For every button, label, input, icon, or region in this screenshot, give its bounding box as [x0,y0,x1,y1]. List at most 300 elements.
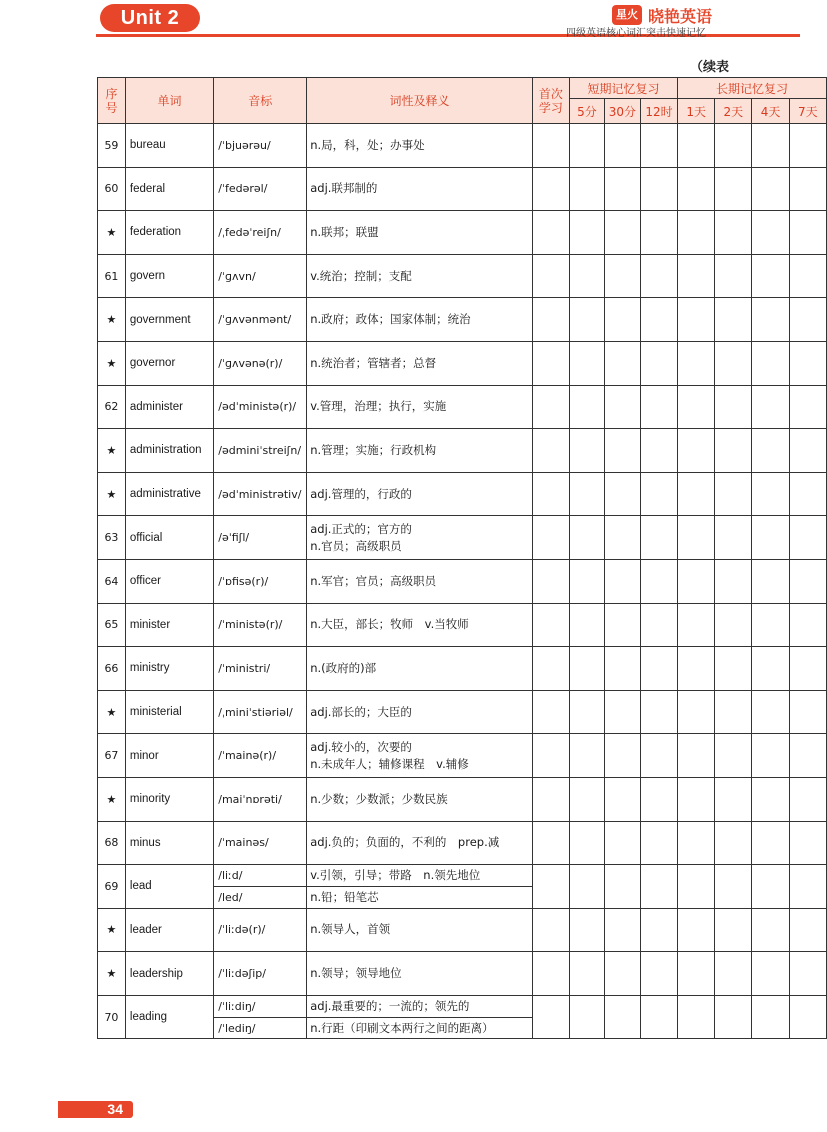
table-row [98,341,827,385]
checkbox-cell [789,254,826,298]
phonetic-cell: /maiˈnɒrəti/ [214,777,307,821]
checkbox-cell [532,298,569,342]
checkbox-cell [678,690,715,734]
checkbox-cell [678,298,715,342]
header-long-col: 1天 [678,99,715,124]
checkbox-cell [715,734,752,778]
definition-line: n.军官；官员；高级职员 [310,573,437,588]
table-row [98,734,827,778]
checkbox-cell [604,167,640,211]
checkbox-cell [569,777,604,821]
word-cell: leading [125,995,213,1039]
phonetic-cell: /ˌminiˈstiəriəl/ [214,690,307,734]
checkbox-cell [752,385,789,429]
word-cell: government [125,298,213,342]
checkbox-cell [789,690,826,734]
checkbox-cell [640,821,677,865]
checkbox-cell [678,777,715,821]
checkbox-cell [604,254,640,298]
checkbox-cell [715,559,752,603]
checkbox-cell [640,124,677,168]
checkbox-cell [604,559,640,603]
checkbox-cell [532,211,569,255]
checkbox-cell [715,865,752,909]
checkbox-cell [789,429,826,473]
phonetic-cell: /ˈliːdə(r)/ [214,908,307,952]
definition-cell [307,821,533,865]
definition-line: n.官员；高级职员 [310,538,402,553]
brand-name: 晓艳英语 [648,6,713,26]
star-marker: ★ [98,298,126,342]
checkbox-cell [640,647,677,691]
definition-cell: n.铅；铅笔芯 [307,886,533,908]
checkbox-cell [604,952,640,996]
checkbox-cell [752,298,789,342]
checkbox-cell [789,341,826,385]
checkbox-cell [640,734,677,778]
table-row [98,516,827,560]
definition-cell: v.引领，引导；带路 n.领先地位 [307,865,533,887]
checkbox-cell [532,516,569,560]
checkbox-cell [752,167,789,211]
checkbox-cell [789,167,826,211]
definition-cell [307,603,533,647]
star-marker: ★ [98,908,126,952]
checkbox-cell [604,865,640,909]
checkbox-cell [532,385,569,429]
header-short-col: 5分 [569,99,604,124]
word-cell: bureau [125,124,213,168]
checkbox-cell [604,821,640,865]
checkbox-cell [569,559,604,603]
checkbox-cell [569,167,604,211]
checkbox-cell [715,385,752,429]
checkbox-cell [752,647,789,691]
row-number: 66 [98,647,126,691]
checkbox-cell [640,211,677,255]
definition-line: n.政府；政体；国家体制；统治 [310,312,471,327]
header-phonetic: 音标 [214,78,307,124]
checkbox-cell [678,734,715,778]
checkbox-cell [532,167,569,211]
phonetic-cell: /liːd/ [214,865,307,887]
checkbox-cell [715,777,752,821]
checkbox-cell [532,952,569,996]
checkbox-cell [752,254,789,298]
definition-cell: n.行距（印刷文本两行之间的距离） [307,1017,533,1039]
checkbox-cell [532,254,569,298]
header-long-col: 2天 [715,99,752,124]
checkbox-cell [532,341,569,385]
checkbox-cell [604,385,640,429]
checkbox-cell [715,995,752,1039]
checkbox-cell [715,603,752,647]
word-cell: leadership [125,952,213,996]
checkbox-cell [789,908,826,952]
definition-line: adj.联邦制的 [310,181,378,196]
checkbox-cell [532,995,569,1039]
checkbox-cell [752,865,789,909]
checkbox-cell [604,777,640,821]
checkbox-cell [532,472,569,516]
row-number: 68 [98,821,126,865]
row-number: 70 [98,995,126,1039]
row-number: 65 [98,603,126,647]
definition-cell [307,385,533,429]
definition-line: n.局，科，处；办事处 [310,137,425,152]
definition-cell [307,559,533,603]
checkbox-cell [604,908,640,952]
continued-label: （续表 [690,60,730,75]
checkbox-cell [569,821,604,865]
checkbox-cell [604,341,640,385]
definition-line: adj.正式的；官方的 [310,521,412,536]
checkbox-cell [569,647,604,691]
checkbox-cell [532,603,569,647]
phonetic-cell: /ˌfedəˈreiʃn/ [214,211,307,255]
definition-cell [307,777,533,821]
word-cell: administer [125,385,213,429]
checkbox-cell [678,821,715,865]
checkbox-cell [752,995,789,1039]
phonetic-cell: /ˈmainə(r)/ [214,734,307,778]
phonetic-cell: /ˈɡʌvənmənt/ [214,298,307,342]
checkbox-cell [569,865,604,909]
checkbox-cell [715,690,752,734]
checkbox-cell [678,211,715,255]
star-marker: ★ [98,690,126,734]
checkbox-cell [678,254,715,298]
checkbox-cell [640,167,677,211]
phonetic-cell: /ˈlediŋ/ [214,1017,307,1039]
checkbox-cell [752,908,789,952]
star-marker: ★ [98,472,126,516]
star-marker: ★ [98,777,126,821]
checkbox-cell [604,647,640,691]
checkbox-cell [640,995,677,1039]
checkbox-cell [752,559,789,603]
checkbox-cell [752,429,789,473]
checkbox-cell [789,472,826,516]
definition-line: adj.负的；负面的，不利的 prep.减 [310,835,500,850]
definition-line: n.未成年人；辅修课程 v.辅修 [310,756,469,771]
word-cell: minor [125,734,213,778]
word-cell: governor [125,341,213,385]
checkbox-cell [715,254,752,298]
checkbox-cell [678,385,715,429]
checkbox-cell [678,124,715,168]
checkbox-cell [789,124,826,168]
checkbox-cell [752,516,789,560]
checkbox-cell [678,341,715,385]
brand-logo: 星火 [612,5,642,25]
table-row [98,167,827,211]
checkbox-cell [678,908,715,952]
definition-cell [307,341,533,385]
checkbox-cell [640,385,677,429]
phonetic-cell: /ədminiˈstreiʃn/ [214,429,307,473]
definition-line: adj.管理的，行政的 [310,486,412,501]
star-marker: ★ [98,211,126,255]
checkbox-cell [604,472,640,516]
checkbox-cell [678,559,715,603]
checkbox-cell [569,472,604,516]
checkbox-cell [789,559,826,603]
checkbox-cell [604,690,640,734]
checkbox-cell [640,777,677,821]
row-number: 69 [98,865,126,909]
header-long-col: 7天 [789,99,826,124]
definition-cell [307,647,533,691]
header-short-col: 12时 [640,99,677,124]
definition-line: adj.较小的，次要的 [310,739,412,754]
checkbox-cell [640,690,677,734]
checkbox-cell [752,821,789,865]
checkbox-cell [569,952,604,996]
page-number: 34 [58,1101,133,1118]
row-number: 59 [98,124,126,168]
checkbox-cell [678,429,715,473]
table-row [98,559,827,603]
checkbox-cell [569,254,604,298]
checkbox-cell [532,690,569,734]
word-cell: minority [125,777,213,821]
phonetic-cell: /ˈliːdəʃip/ [214,952,307,996]
header-short-term: 短期记忆复习 [569,78,677,99]
checkbox-cell [569,124,604,168]
word-cell: official [125,516,213,560]
table-row [98,472,827,516]
table-row [98,952,827,996]
checkbox-cell [640,429,677,473]
checkbox-cell [789,865,826,909]
table-row [98,124,827,168]
table-row [98,908,827,952]
checkbox-cell [752,777,789,821]
word-cell: govern [125,254,213,298]
book-subtitle: 四级英语核心词汇突击快速记忆 [566,28,706,39]
checkbox-cell [715,124,752,168]
checkbox-cell [678,603,715,647]
row-number: 63 [98,516,126,560]
definition-cell [307,734,533,778]
checkbox-cell [569,298,604,342]
table-row [98,777,827,821]
checkbox-cell [752,734,789,778]
word-cell: lead [125,865,213,909]
checkbox-cell [752,211,789,255]
definition-cell [307,472,533,516]
word-cell: leader [125,908,213,952]
row-number: 67 [98,734,126,778]
checkbox-cell [678,647,715,691]
phonetic-cell: /ˈliːdiŋ/ [214,995,307,1017]
header-seq-text: 序 号 [105,86,118,115]
checkbox-cell [640,908,677,952]
definition-line: adj.部长的；大臣的 [310,704,412,719]
definition-cell [307,254,533,298]
definition-cell [307,298,533,342]
checkbox-cell [789,516,826,560]
word-cell: administration [125,429,213,473]
checkbox-cell [715,211,752,255]
star-marker: ★ [98,429,126,473]
word-cell: officer [125,559,213,603]
checkbox-cell [752,124,789,168]
checkbox-cell [604,124,640,168]
table-row [98,647,827,691]
checkbox-cell [640,865,677,909]
checkbox-cell [640,516,677,560]
word-cell: federation [125,211,213,255]
word-cell: federal [125,167,213,211]
table-row [98,298,827,342]
checkbox-cell [604,429,640,473]
definition-cell [307,124,533,168]
checkbox-cell [532,865,569,909]
checkbox-cell [678,167,715,211]
checkbox-cell [715,298,752,342]
checkbox-cell [640,298,677,342]
definition-line: n.(政府的)部 [310,660,377,675]
checkbox-cell [715,429,752,473]
checkbox-cell [678,995,715,1039]
checkbox-cell [752,341,789,385]
checkbox-cell [604,211,640,255]
table-row [98,995,827,1017]
phonetic-cell: /ˈministri/ [214,647,307,691]
checkbox-cell [752,952,789,996]
definition-line: v.管理，治理；执行，实施 [310,399,447,414]
checkbox-cell [640,559,677,603]
table-row [98,254,827,298]
phonetic-cell: /ˈɒfisə(r)/ [214,559,307,603]
phonetic-cell: /ədˈministrətiv/ [214,472,307,516]
phonetic-cell: /ˈfedərəl/ [214,167,307,211]
checkbox-cell [532,777,569,821]
checkbox-cell [789,952,826,996]
definition-line: n.少数；少数派；少数民族 [310,791,448,806]
checkbox-cell [715,952,752,996]
definition-line: v.统治；控制；支配 [310,268,412,283]
checkbox-cell [569,429,604,473]
definition-cell [307,952,533,996]
checkbox-cell [640,254,677,298]
checkbox-cell [604,298,640,342]
row-number: 60 [98,167,126,211]
checkbox-cell [532,559,569,603]
checkbox-cell [569,603,604,647]
word-cell: ministry [125,647,213,691]
definition-cell [307,167,533,211]
header-long-term: 长期记忆复习 [678,78,827,99]
checkbox-cell [604,603,640,647]
checkbox-cell [569,516,604,560]
checkbox-cell [715,472,752,516]
checkbox-cell [789,211,826,255]
table-row [98,690,827,734]
checkbox-cell [532,734,569,778]
definition-line: n.领导人，首领 [310,922,391,937]
checkbox-cell [715,341,752,385]
table-row [98,429,827,473]
checkbox-cell [678,952,715,996]
checkbox-cell [789,385,826,429]
definition-cell [307,211,533,255]
row-number: 61 [98,254,126,298]
checkbox-cell [752,690,789,734]
vocab-table [97,77,827,1039]
checkbox-cell [789,298,826,342]
checkbox-cell [604,516,640,560]
word-cell: administrative [125,472,213,516]
checkbox-cell [678,865,715,909]
checkbox-cell [715,516,752,560]
checkbox-cell [640,952,677,996]
header-short-col: 30分 [604,99,640,124]
table-row [98,603,827,647]
checkbox-cell [715,821,752,865]
checkbox-cell [569,690,604,734]
brand [612,4,712,26]
star-marker: ★ [98,952,126,996]
checkbox-cell [789,647,826,691]
checkbox-cell [752,472,789,516]
phonetic-cell: /ˈɡʌvənə(r)/ [214,341,307,385]
word-cell: minister [125,603,213,647]
checkbox-cell [789,734,826,778]
checkbox-cell [532,124,569,168]
checkbox-cell [569,385,604,429]
header-long-col: 4天 [752,99,789,124]
checkbox-cell [604,995,640,1039]
row-number: 62 [98,385,126,429]
checkbox-cell [532,647,569,691]
checkbox-cell [569,908,604,952]
checkbox-cell [789,603,826,647]
header-word: 单词 [125,78,213,124]
definition-cell [307,690,533,734]
table-row [98,821,827,865]
checkbox-cell [715,908,752,952]
definition-line: n.统治者；管辖者；总督 [310,355,437,370]
table-row [98,385,827,429]
phonetic-cell: /ˈministə(r)/ [214,603,307,647]
header-seq [98,78,126,124]
table-row [98,865,827,887]
checkbox-cell [678,516,715,560]
header-first-study [532,78,569,124]
checkbox-cell [569,995,604,1039]
phonetic-cell: /ˈmainəs/ [214,821,307,865]
row-number: 64 [98,559,126,603]
checkbox-cell [640,472,677,516]
definition-cell [307,516,533,560]
definition-cell [307,429,533,473]
checkbox-cell [532,429,569,473]
definition-line: n.联邦；联盟 [310,224,379,239]
phonetic-cell: /ˈɡʌvn/ [214,254,307,298]
phonetic-cell: /ˈbjuərəu/ [214,124,307,168]
checkbox-cell [569,734,604,778]
phonetic-cell: /ədˈministə(r)/ [214,385,307,429]
phonetic-cell: /led/ [214,886,307,908]
checkbox-cell [569,211,604,255]
checkbox-cell [715,167,752,211]
checkbox-cell [640,603,677,647]
checkbox-cell [789,777,826,821]
checkbox-cell [789,821,826,865]
